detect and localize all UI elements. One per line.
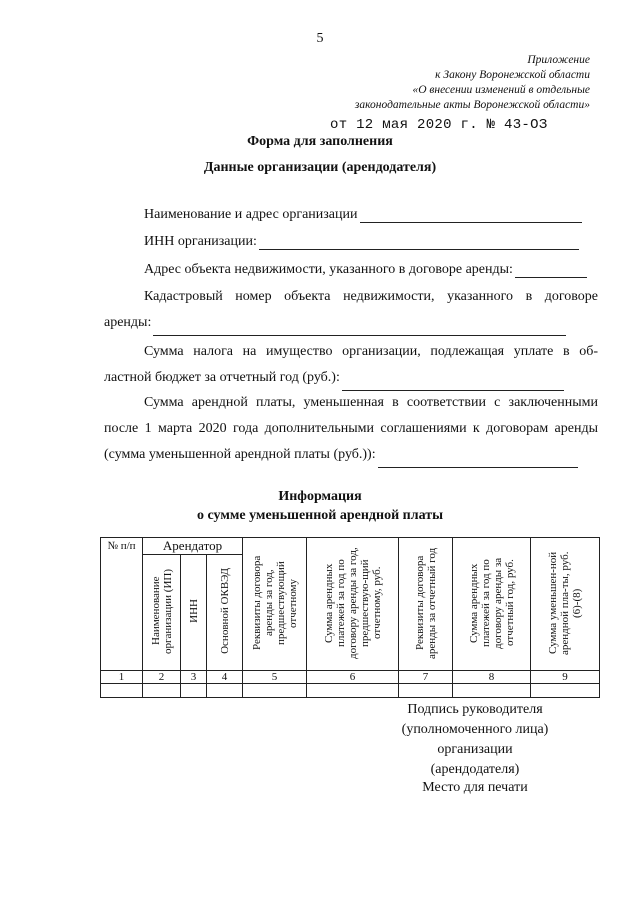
column-number: 6 [307, 671, 399, 684]
field-object-address [144, 262, 587, 278]
field-name-address [144, 207, 582, 223]
column-number-row [101, 671, 600, 684]
org-section-title: Данные организации (арендодателя) [203, 160, 437, 175]
header-prev-contract: Реквизиты договора аренды за год, предшествующий отчетному [243, 538, 307, 671]
field-label: Кадастровый номер объекта недвижимости, указанного в договоре [144, 289, 598, 304]
field-reduced-rent [104, 390, 598, 468]
column-number: 2 [143, 671, 181, 684]
page-number: 5 [316, 31, 324, 46]
table-cell[interactable] [243, 684, 307, 698]
fill-line[interactable] [342, 376, 564, 391]
header-reduced-sum: Сумма уменьшен-ной арендной пла-ты, руб. (6)-(8) [531, 538, 600, 671]
header-num: № п/п [101, 538, 143, 671]
table-row [101, 684, 600, 698]
field-inn [144, 234, 579, 250]
header-curr-sum: Сумма арендных платежей за год по договору аренды за отчетный год, руб. [453, 538, 531, 671]
signature-line: Подпись руководителя [407, 702, 543, 717]
form-title: Форма для заполнения [247, 134, 393, 149]
column-number: 7 [399, 671, 453, 684]
header-curr-contract: Реквизиты договора аренды за отчетный год [399, 538, 453, 671]
info-title-line: Информация [278, 489, 362, 504]
rent-reduction-table [100, 537, 600, 698]
field-label: Сумма налога на имущество организации, подлежащая уплате в об- [144, 344, 598, 359]
field-label: ластной бюджет за отчетный год (руб.): [104, 370, 340, 385]
column-number: 8 [453, 671, 531, 684]
table-cell[interactable] [101, 684, 143, 698]
header-tenant-group: Арендатор [143, 538, 243, 555]
signature-block [380, 700, 570, 780]
field-label: ИНН организации: [144, 234, 257, 249]
field-label: Адрес объекта недвижимости, указанного в договоре аренды: [144, 262, 513, 277]
field-cadastral [104, 284, 598, 336]
header-prev-sum: Сумма арендных платежей за год по договору аренды за год, предшествую-щий отчетному, руб. [307, 538, 399, 671]
header-tenant-okved: Основной ОКВЭД [207, 555, 243, 671]
appendix-header [355, 53, 590, 113]
signature-line: (уполномоченного лица) [401, 722, 549, 737]
field-label: аренды: [104, 315, 152, 330]
table-cell[interactable] [143, 684, 181, 698]
info-section-title [0, 487, 640, 525]
signature-line: (арендодателя) [430, 762, 520, 777]
column-number: 1 [101, 671, 143, 684]
appendix-line: Приложение [527, 54, 590, 66]
fill-line[interactable] [378, 453, 578, 468]
appendix-line: законодательные акты Воронежской области» [354, 99, 590, 111]
column-number: 4 [207, 671, 243, 684]
column-number: 5 [243, 671, 307, 684]
seal-place: Место для печати [422, 780, 528, 795]
appendix-line: «О внесении изменений в отдельные [412, 84, 590, 96]
field-label: Наименование и адрес организации [144, 207, 358, 222]
column-number: 3 [181, 671, 207, 684]
table-cell[interactable] [453, 684, 531, 698]
info-title-line: о сумме уменьшенной арендной платы [196, 508, 444, 523]
header-tenant-name: Наименование организации (ИП) [143, 555, 181, 671]
column-number: 9 [531, 671, 600, 684]
table-cell[interactable] [531, 684, 600, 698]
fill-line[interactable] [515, 263, 587, 278]
header-tenant-inn: ИНН [181, 555, 207, 671]
fill-line[interactable] [259, 235, 579, 250]
field-label: после 1 марта 2020 года дополнительными соглашениями к договорам аренды [104, 421, 598, 436]
table-cell[interactable] [399, 684, 453, 698]
field-label: (сумма уменьшенной арендной платы (руб.)): [104, 447, 376, 462]
table-cell[interactable] [207, 684, 243, 698]
field-property-tax [104, 339, 598, 391]
law-date-stamp: от 12 мая 2020 г. № 43-ОЗ [330, 117, 548, 133]
table-cell[interactable] [307, 684, 399, 698]
field-label: Сумма арендной платы, уменьшенная в соответствии с заключенными [144, 395, 598, 410]
appendix-line: к Закону Воронежской области [435, 69, 590, 81]
signature-line: организации [437, 742, 513, 757]
fill-line[interactable] [153, 321, 566, 336]
table-cell[interactable] [181, 684, 207, 698]
fill-line[interactable] [360, 208, 582, 223]
